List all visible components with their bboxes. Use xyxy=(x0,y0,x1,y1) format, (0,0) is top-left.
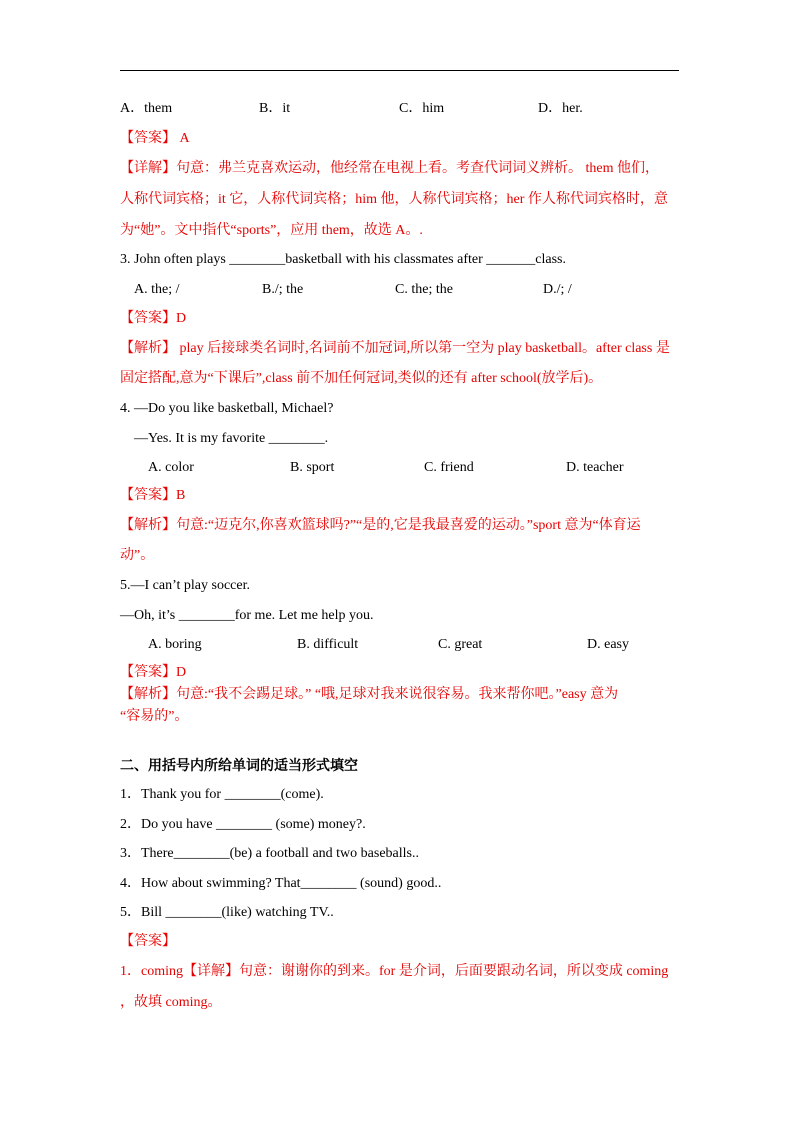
analysis-line: 【解析】 play 后接球类名词时,名词前不加冠词,所以第一空为 play basketball。after class 是 xyxy=(120,341,670,356)
answer-line: ，故填 coming。 xyxy=(120,995,222,1010)
option-d: D./; / xyxy=(543,282,572,297)
option-b: B. sport xyxy=(290,460,335,475)
section-heading: 二、用括号内所给单词的适当形式填空 xyxy=(120,759,358,774)
option-b: B．it xyxy=(259,101,291,116)
question-stem: —Oh, it’s ________for me. Let me help you. xyxy=(120,608,374,623)
answer-line: 1．coming【详解】句意：谢谢你的到来。for 是介词，后面要跟动名词，所以变成 coming xyxy=(120,964,669,979)
detail-line: 人称代词宾格；it 它，人称代词宾格；him 他，人称代词宾格；her 作人称代词宾格时，意 xyxy=(120,192,668,207)
list-item: 1．Thank you for ________(come). xyxy=(120,787,324,802)
option-d: D．her. xyxy=(538,101,583,116)
option-c: C. great xyxy=(438,637,483,652)
question-stem: —Yes. It is my favorite ________. xyxy=(134,431,329,446)
option-b: B./; the xyxy=(262,282,304,297)
question-stem: 4. —Do you like basketball, Michael? xyxy=(120,401,334,416)
option-c: C. the; the xyxy=(395,282,453,297)
analysis-line: 动”。 xyxy=(120,548,155,563)
detail-line: 为“她”。文中指代“sports”，应用 them，故选 A。. xyxy=(120,223,423,238)
list-item: 5．Bill ________(like) watching TV.. xyxy=(120,905,334,920)
answer-line: 【答案】B xyxy=(120,488,186,503)
analysis-line: 【解析】句意:“迈克尔,你喜欢篮球吗?”“是的,它是我最喜爱的运动。”sport 意为“体育运 xyxy=(120,518,641,533)
option-c: C. friend xyxy=(424,460,474,475)
option-a: A．them xyxy=(120,101,173,116)
answer-line: 【答案】D xyxy=(120,665,187,680)
header-rule xyxy=(120,70,679,71)
option-a: A. boring xyxy=(148,637,202,652)
list-item: 4．How about swimming? That________ (sound) good.. xyxy=(120,876,442,891)
option-d: D. easy xyxy=(587,637,629,652)
answer-line: 【答案】D xyxy=(120,311,187,326)
detail-line: 【详解】句意：弗兰克喜欢运动，他经常在电视上看。考查代词词义辨析。 them 他们， xyxy=(120,161,659,176)
question-stem: 5.—I can’t play soccer. xyxy=(120,578,250,593)
analysis-line: 固定搭配,意为“下课后”,class 前不加任何冠词,类似的还有 after school(放学后)。 xyxy=(120,371,603,386)
answer-line: 【答案】 A xyxy=(120,131,190,146)
option-c: C．him xyxy=(399,101,445,116)
list-item: 3．There________(be) a football and two baseballs.. xyxy=(120,846,419,861)
option-a: A. color xyxy=(148,460,194,475)
answer-label: 【答案】 xyxy=(120,934,176,949)
analysis-line: 【解析】句意:“我不会踢足球。” “哦,足球对我来说很容易。我来帮你吧。”easy 意为 xyxy=(120,687,619,702)
option-a: A. the; / xyxy=(134,282,180,297)
question-stem: 3. John often plays ________basketball with his classmates after _______class. xyxy=(120,252,566,267)
list-item: 2．Do you have ________ (some) money?. xyxy=(120,817,366,832)
analysis-line: “容易的”。 xyxy=(120,709,189,724)
option-b: B. difficult xyxy=(297,637,359,652)
option-d: D. teacher xyxy=(566,460,624,475)
